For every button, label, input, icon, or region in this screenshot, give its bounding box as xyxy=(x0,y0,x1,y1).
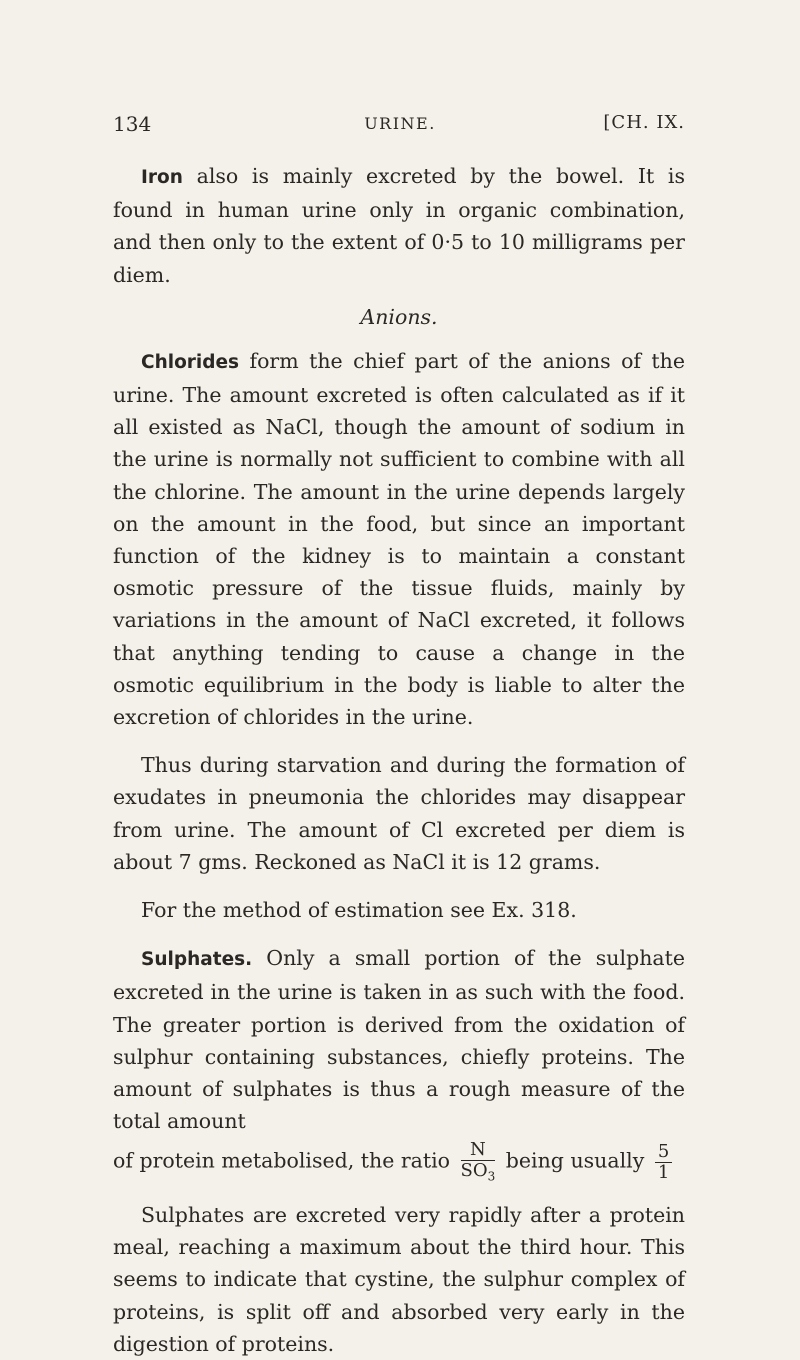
ratio-denominator: $SO_3$ xyxy=(460,1160,496,1185)
chlorides-text: form the chief part of the anions of the urine. The amount excreted is often calculated as if it all existed as NaCl, though the amount of sodium in the urine is normally not sufficient to combine with all the chlorine. The amount in the urine depends largely on the amount in the food, but since an important function of the kidney is to maintain a constant osmotic pressure of the tissue fluids, mainly by variations in the amount of NaCl excreted, it follows that anything tending to cause a change in the osmotic equilibrium in the body is liable to alter the excretion of chlorides in the urine. xyxy=(113,348,685,730)
paragraph-method: For the method of estimation see Ex. 318. xyxy=(141,898,577,923)
usual-numerator: 5 xyxy=(655,1143,672,1163)
term-chlorides: Chlorides xyxy=(141,351,240,373)
chapter-marker: [CH. IX. xyxy=(603,112,685,133)
ratio-line-middle: being usually xyxy=(499,1148,651,1173)
page-number: 134 xyxy=(113,112,152,136)
page-body xyxy=(113,160,685,1360)
ratio-line xyxy=(113,1141,685,1183)
ratio-numerator: N xyxy=(461,1141,496,1161)
paragraph-sulphate-timing: Sulphates are excreted very rapidly after a protein meal, reaching a maximum about the third hour. This seems to indicate that cystine, the sulphur complex of proteins, is split off and absorbed very early in the digestion of proteins. xyxy=(113,1203,685,1356)
term-iron: Iron xyxy=(141,167,183,188)
ratio-n-so3 xyxy=(461,1141,496,1183)
sulphates-text: Only a small portion of the sulphate excreted in the urine is taken in as such with the food. The greater portion is derived from the oxidation of sulphur containing substances, chiefly proteins. The amount of sulphates is thus a rough measure of the total amount xyxy=(113,946,685,1134)
iron-text: also is mainly excreted by the bowel. It is found in human urine only in organic combination, and then only to the extent of 0·5 to 10 milligrams per diem. xyxy=(113,164,685,287)
term-sulphates: Sulphates. xyxy=(141,949,253,971)
paragraph-sulphates xyxy=(113,942,685,1137)
usual-denominator: 1 xyxy=(657,1161,670,1183)
usual-ratio xyxy=(655,1140,672,1183)
paragraph-iron xyxy=(113,160,685,291)
paragraph-chlorides xyxy=(113,345,685,733)
section-heading-anions: Anions. xyxy=(360,304,438,329)
paragraph-starvation: Thus during starvation and during the formation of exudates in pneumonia the chlorides may disappear from urine. The amount of Cl excreted per diem is about 7 gms. Reckoned as NaCl it is 12 grams. xyxy=(113,753,685,874)
page-header xyxy=(0,112,800,142)
running-title: URINE. xyxy=(364,114,436,133)
ratio-line-before: of protein metabolised, the ratio xyxy=(113,1148,457,1173)
